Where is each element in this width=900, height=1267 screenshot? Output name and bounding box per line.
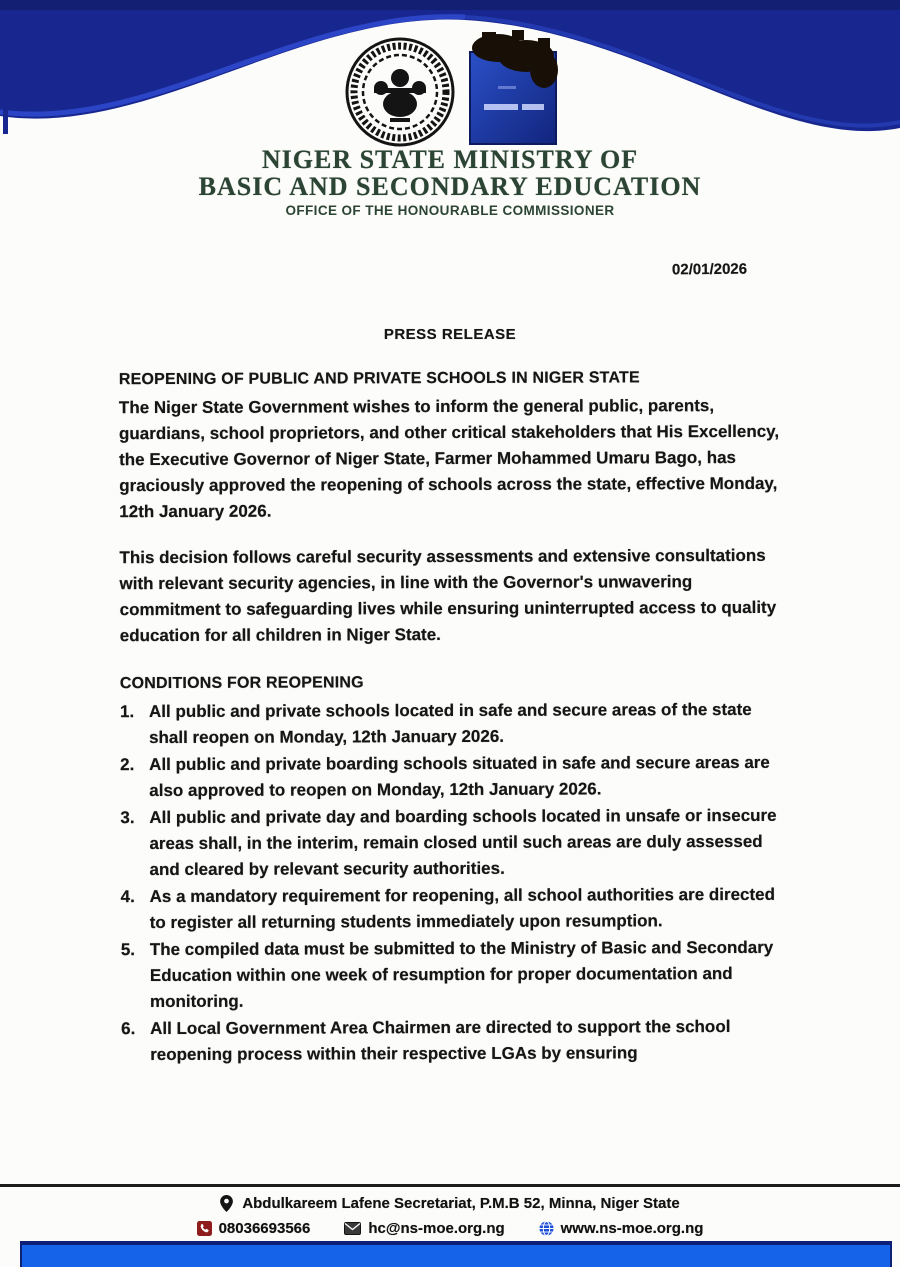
condition-item: The compiled data must be submitted to the Ministry of Basic and Secondary Education within one week of resumption for proper documentation and monitoring. [149, 937, 774, 1012]
footer-email: hc@ns-moe.org.ng [368, 1220, 505, 1237]
paragraph-2: This decision follows careful security assessments and extensive consultations with relevant security agencies, in line with the Governor's unwavering commitment to safeguarding lives while ensuring uninterrupted access to quality education for all children in Niger State. [119, 545, 777, 646]
bottom-accent-bar [20, 1241, 892, 1267]
niger-state-seal-logo [344, 36, 456, 148]
paragraph-1: The Niger State Government wishes to inform the general public, parents, guardians, school proprietors, and other critical stakeholders that His Excellency, the Executive Governor of Niger State, Farmer Mohammed Umaru Bago, has graciously approved the reopening of schools across the state, effective Monday, 12th January 2026. [118, 396, 780, 522]
ministry-name-line1: NIGER STATE MINISTRY OF [261, 145, 639, 174]
conditions-heading: CONDITIONS FOR REOPENING [119, 674, 364, 693]
document-date: 02/01/2026 [671, 260, 748, 279]
footer-website-group [539, 1217, 704, 1240]
footer [0, 1192, 900, 1240]
condition-item: All public and private schools located in safe and secure areas of the state shall reopen on Monday, 12th January 2026. [148, 699, 752, 748]
footer-website: www.ns-moe.org.ng [560, 1220, 704, 1237]
condition-item: All public and private boarding schools situated in safe and secure areas are also approved to reopen on Monday, 12th January 2026. [149, 752, 770, 801]
footer-phone-group [197, 1217, 311, 1240]
condition-item: All Local Government Area Chairmen are directed to support the school reopening process within their respective LGAs by ensuring [150, 1017, 731, 1065]
footer-divider [0, 1184, 900, 1187]
conditions-list [120, 697, 785, 1068]
footer-email-group [344, 1217, 504, 1240]
press-release-label: PRESS RELEASE [383, 326, 517, 343]
location-pin-icon [220, 1195, 233, 1212]
ministry-name-line2: BASIC AND SECONDARY EDUCATION [198, 172, 702, 201]
office-subtitle: OFFICE OF THE HONOURABLE COMMISSIONER [285, 203, 615, 218]
condition-item: All public and private day and boarding schools located in unsafe or insecure areas shall, in the interim, remain closed until such areas are duly assessed and cleared by relevant security authorities. [149, 805, 777, 880]
phone-icon [197, 1221, 212, 1236]
condition-item: As a mandatory requirement for reopening, all school authorities are directed to register all returning students immediately upon resumption. [149, 884, 776, 933]
email-icon [344, 1222, 361, 1235]
letterhead [0, 146, 900, 218]
document-body [119, 365, 785, 1069]
globe-icon [539, 1221, 554, 1236]
subject-heading: REOPENING OF PUBLIC AND PRIVATE SCHOOLS IN NIGER STATE [118, 369, 640, 389]
ministry-emblem-logo [460, 30, 568, 148]
footer-address: Abdulkareem Lafene Secretariat, P.M.B 52, Minna, Niger State [242, 1195, 680, 1212]
footer-phone: 08036693566 [218, 1220, 311, 1237]
